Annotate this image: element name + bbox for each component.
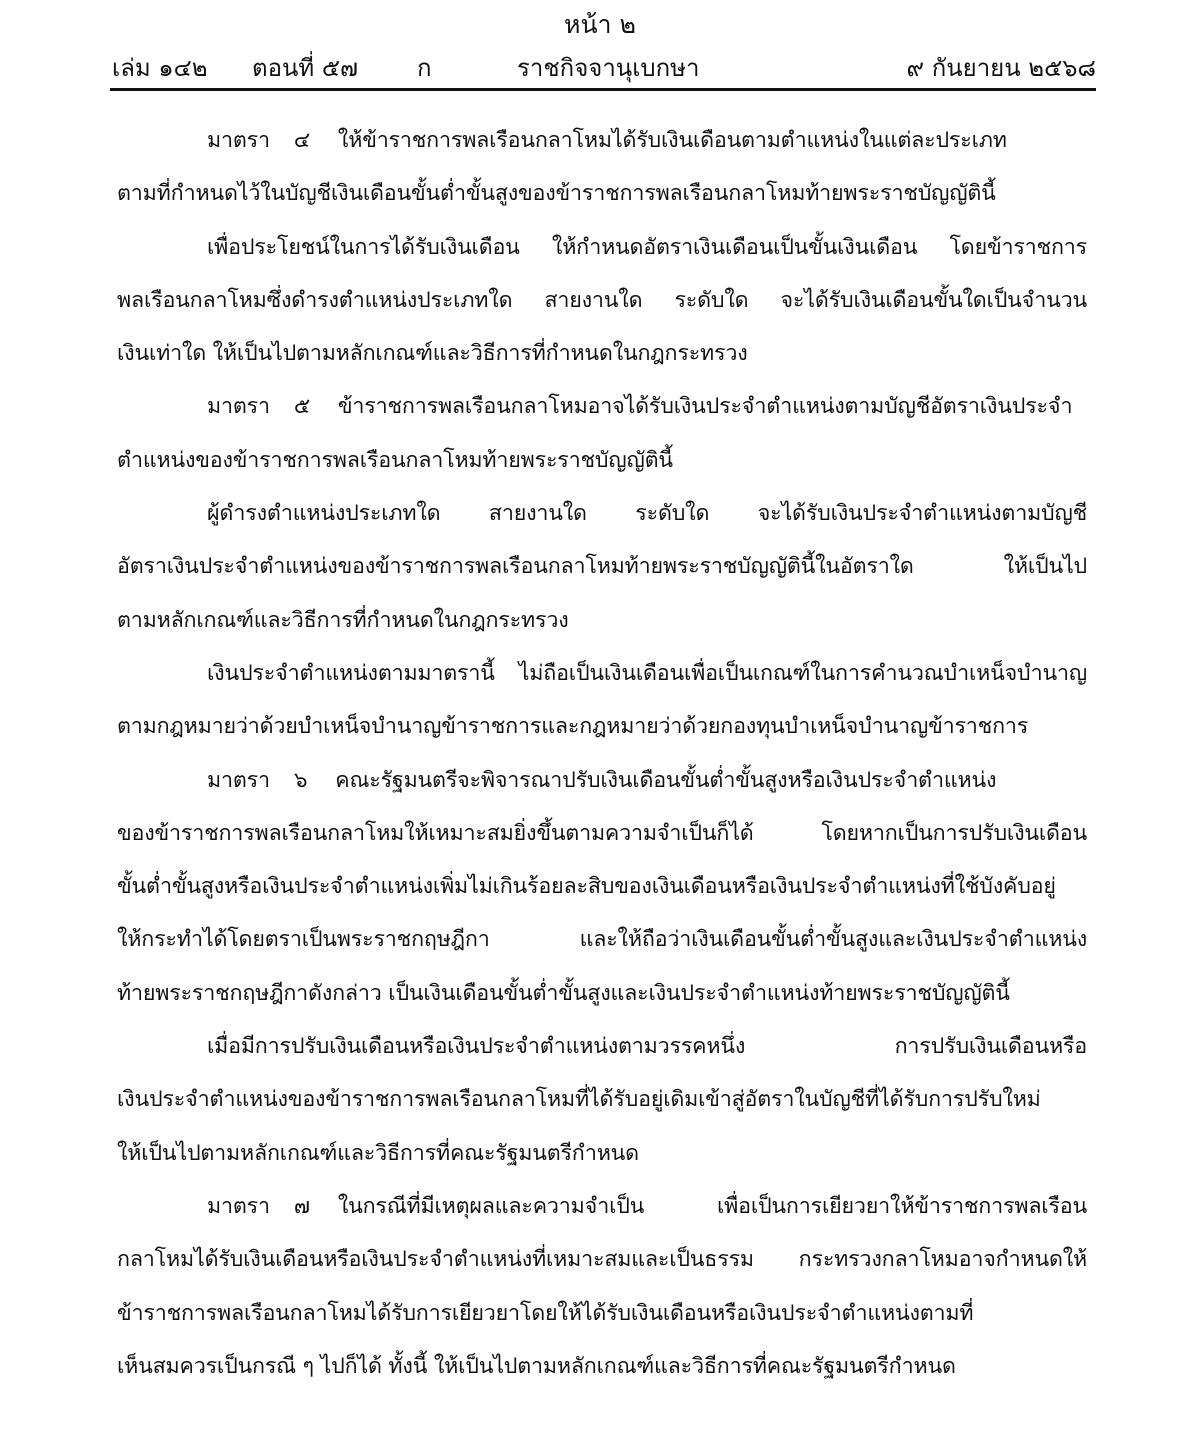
gazette-header	[112, 50, 1096, 86]
section-4-line-2: ตามที่กำหนดไว้ในบัญชีเงินเดือนขั้นต่ำขั้นสูงของข้าราชการพลเรือนกลาโหมท้ายพระราชบัญญัตินี้	[117, 181, 996, 207]
section-7-heading: มาตรา ๗	[207, 1193, 310, 1219]
section-5-heading: มาตรา ๕	[207, 394, 310, 420]
section-5-para-2-line-1: ผู้ดำรงตำแหน่งประเภทใด สายงานใด ระดับใด จะได้รับเงินประจำตำแหน่งตามบัญชี	[207, 501, 1087, 527]
issue-number: ตอนที่ ๕๗	[252, 54, 359, 82]
section-7-line-2: กลาโหมได้รับเงินเดือนหรือเงินประจำตำแหน่งที่เหมาะสมและเป็นธรรม กระทรวงกลาโหมอาจกำหนดให้	[117, 1247, 1087, 1273]
section-6-heading: มาตรา ๖	[207, 767, 308, 793]
section-4-para-2-line-2: พลเรือนกลาโหมซึ่งดำรงตำแหน่งประเภทใด สายงานใด ระดับใด จะได้รับเงินเดือนขั้นใดเป็นจำนวน	[117, 287, 1087, 313]
publication-name: ราชกิจจานุเบกษา	[517, 54, 700, 82]
section-6-para-2-line-3: ให้เป็นไปตามหลักเกณฑ์และวิธีการที่คณะรัฐมนตรีกำหนด	[117, 1140, 639, 1166]
section-5-para-3-line-2: ตามกฎหมายว่าด้วยบำเหน็จบำนาญข้าราชการและกฎหมายว่าด้วยกองทุนบำเหน็จบำนาญข้าราชการ	[117, 714, 1029, 740]
section-5-para-3-line-1: เงินประจำตำแหน่งตามมาตรานี้ ไม่ถือเป็นเงินเดือนเพื่อเป็นเกณฑ์ในการคำนวณบำเหน็จบำนาญ	[207, 660, 1087, 686]
page-number: หน้า ๒	[563, 10, 637, 39]
document-body	[117, 114, 1087, 1393]
section-6-para-2-line-2: เงินประจำตำแหน่งของข้าราชการพลเรือนกลาโหมที่ได้รับอยู่เดิมเข้าสู่อัตราในบัญชีที่ได้รับการปรับใหม่	[117, 1087, 1041, 1113]
section-6-line-5: ท้ายพระราชกฤษฎีกาดังกล่าว เป็นเงินเดือนขั้นต่ำขั้นสูงและเงินประจำตำแหน่งท้ายพระราชบัญญัตินี้	[117, 980, 1010, 1006]
section-7-line-1: มาตรา ๗ ในกรณีที่มีเหตุผลและความจำเป็น เพื่อเป็นการเยียวยาให้ข้าราชการพลเรือน	[117, 1180, 1087, 1233]
section-4-line-1: มาตรา ๔ ให้ข้าราชการพลเรือนกลาโหมได้รับเงินเดือนตามตำแหน่งในแต่ละประเภท	[117, 114, 1087, 167]
section-6-line-3: ขั้นต่ำขั้นสูงหรือเงินประจำตำแหน่งเพิ่มไม่เกินร้อยละสิบของเงินเดือนหรือเงินประจำตำแหน่งที่ใช้บังคับอยู่	[117, 874, 1056, 900]
section-letter: ก	[417, 54, 432, 82]
section-6-line-2: ของข้าราชการพลเรือนกลาโหมให้เหมาะสมยิ่งขึ้นตามความจำเป็นก็ได้ โดยหากเป็นการปรับเงินเดือน	[117, 820, 1087, 846]
section-5-para-2-line-3: ตามหลักเกณฑ์และวิธีการที่กำหนดในกฎกระทรวง	[117, 607, 569, 633]
section-6-para-2-line-1: เมื่อมีการปรับเงินเดือนหรือเงินประจำตำแหน่งตามวรรคหนึ่ง การปรับเงินเดือนหรือ	[207, 1034, 1087, 1060]
section-6-line-4: ให้กระทำได้โดยตราเป็นพระราชกฤษฎีกา และให้ถือว่าเงินเดือนขั้นต่ำขั้นสูงและเงินประจำตำแหน่ง	[117, 927, 1087, 953]
section-5-line-2: ตำแหน่งของข้าราชการพลเรือนกลาโหมท้ายพระราชบัญญัตินี้	[117, 447, 673, 473]
section-7-line-4: เห็นสมควรเป็นกรณี ๆ ไปก็ได้ ทั้งนี้ ให้เป็นไปตามหลักเกณฑ์และวิธีการที่คณะรัฐมนตรีกำหนด	[117, 1353, 956, 1379]
section-6-line-1: มาตรา ๖ คณะรัฐมนตรีจะพิจารณาปรับเงินเดือนขั้นต่ำขั้นสูงหรือเงินประจำตำแหน่ง	[117, 754, 1087, 807]
section-5-para-2-line-2: อัตราเงินประจำตำแหน่งของข้าราชการพลเรือนกลาโหมท้ายพระราชบัญญัตินี้ในอัตราใด ให้เป็นไป	[117, 554, 1087, 580]
section-5-line-1: มาตรา ๕ ข้าราชการพลเรือนกลาโหมอาจได้รับเงินประจำตำแหน่งตามบัญชีอัตราเงินประจำ	[117, 380, 1087, 433]
volume-number: เล่ม ๑๔๒	[112, 54, 208, 82]
header-rule	[110, 88, 1096, 91]
publication-date: ๙ กันยายน ๒๕๖๘	[906, 54, 1096, 82]
section-4-heading: มาตรา ๔	[207, 128, 310, 153]
section-4-para-2-line-1: เพื่อประโยชน์ในการได้รับเงินเดือน ให้กำหนดอัตราเงินเดือนเป็นขั้นเงินเดือน โดยข้าราชการ	[207, 234, 1087, 260]
section-7-line-3: ข้าราชการพลเรือนกลาโหมได้รับการเยียวยาโดยให้ได้รับเงินเดือนหรือเงินประจำตำแหน่งตามที่	[117, 1300, 974, 1326]
section-4-para-2-line-3: เงินเท่าใด ให้เป็นไปตามหลักเกณฑ์และวิธีการที่กำหนดในกฎกระทรวง	[117, 341, 748, 367]
